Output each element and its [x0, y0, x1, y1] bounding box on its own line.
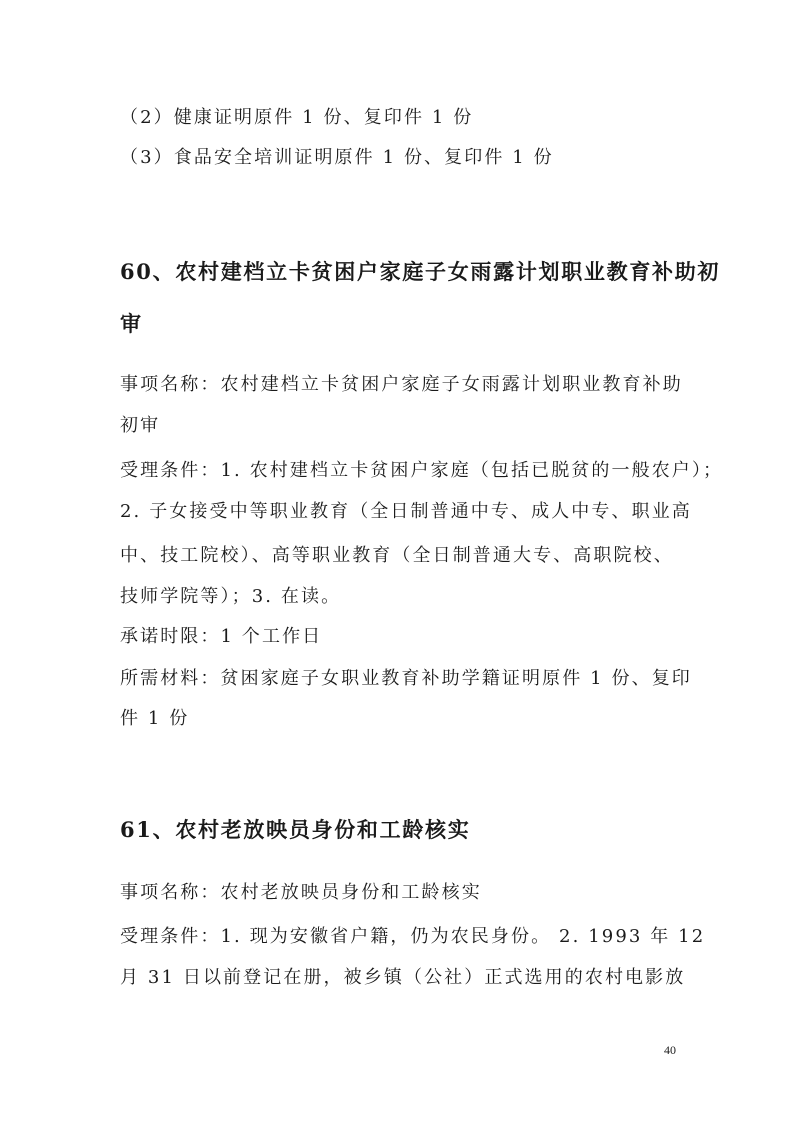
section-60-item-name: 事项名称：农村建档立卡贫困户家庭子女雨露计划职业教育补助 — [120, 374, 683, 395]
section-61-title: 61、农村老放映员身份和工龄核实 — [120, 817, 471, 842]
section-60-time-limit: 承诺时限：1 个工作日 — [120, 626, 323, 647]
section-61-conditions: 受理条件：1. 现为安徽省户籍，仍为农民身份。 2. 1993 年 12 — [120, 926, 706, 947]
section-60-conditions-4: 技师学院等）；3. 在读。 — [120, 586, 342, 607]
section-61-item-name: 事项名称：农村老放映员身份和工龄核实 — [120, 882, 482, 903]
section-61-conditions-2: 月 31 日以前登记在册，被乡镇（公社）正式选用的农村电影放 — [120, 967, 686, 988]
section-60-title: 60、农村建档立卡贫困户家庭子女雨露计划职业教育补助初 — [120, 259, 721, 284]
section-60-conditions-2: 2. 子女接受中等职业教育（全日制普通中专、成人中专、职业高 — [120, 501, 692, 522]
section-60-title-continued: 审 — [120, 311, 143, 336]
requirement-line-2: （2）健康证明原件 1 份、复印件 1 份 — [120, 107, 474, 128]
section-60-conditions-3: 中、技工院校）、高等职业教育（全日制普通大专、高职院校、 — [120, 545, 674, 566]
section-60-materials-cont: 件 1 份 — [120, 708, 190, 729]
page-number: 40 — [664, 1043, 676, 1057]
section-60-item-name-cont: 初审 — [120, 415, 161, 436]
section-60-materials: 所需材料：贫困家庭子女职业教育补助学籍证明原件 1 份、复印 — [120, 668, 692, 689]
section-60-conditions: 受理条件：1. 农村建档立卡贫困户家庭（包括已脱贫的一般农户）； — [120, 460, 724, 481]
requirement-line-3: （3）食品安全培训证明原件 1 份、复印件 1 份 — [120, 147, 554, 168]
